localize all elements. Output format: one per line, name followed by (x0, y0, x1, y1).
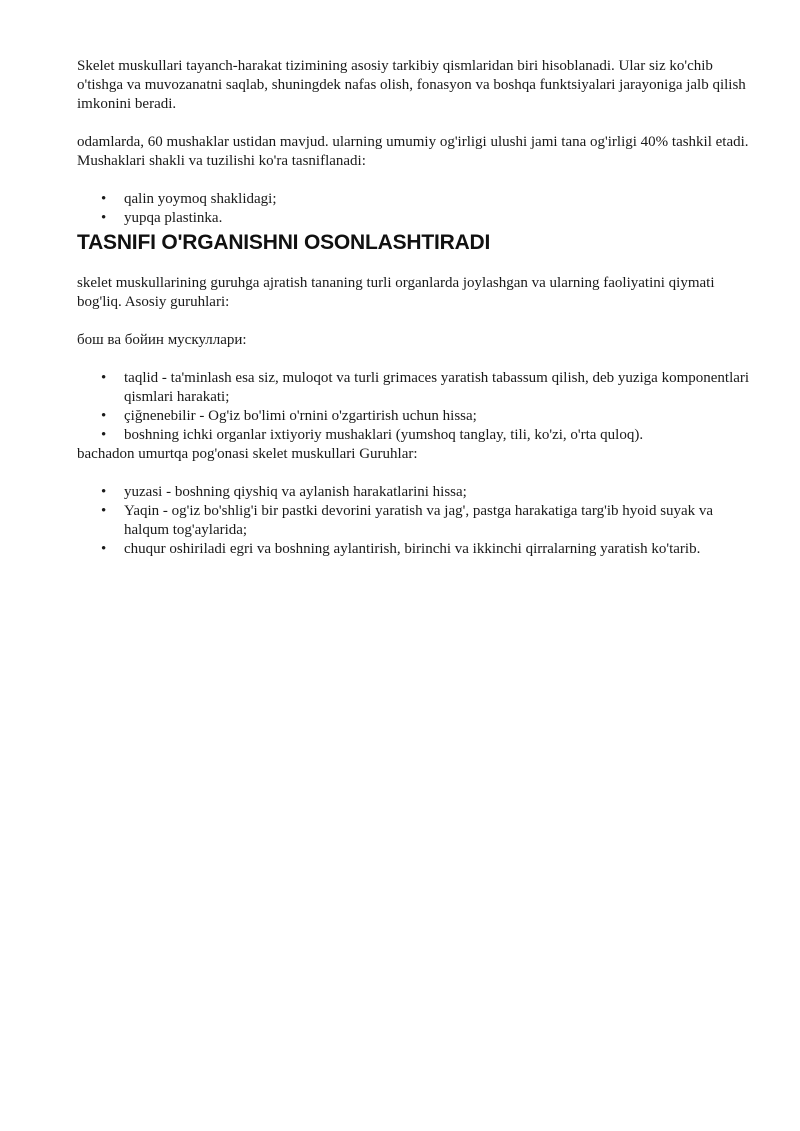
list-item-text: çiğnenebilir - Og'iz bo'limi o'rnini o'zgartirish uchun hissa; (124, 408, 477, 424)
list-item (77, 407, 757, 426)
bullet-icon: • (101, 484, 107, 500)
spine-muscles-label: bachadon umurtqa pog'onasi skelet muskullari Guruhlar: (77, 446, 418, 462)
intro-paragraph: Skelet muskullari tayanch-harakat tizimining asosiy tarkibiy qismlaridan biri hisoblanadi. Ular siz ko'chib o'tishga va muvozanatni saqlab, shuningdek nafas olish, fonasyon va boshqa funktsiyalari jarayoniga jalb qilish imkonini beradi. (77, 58, 746, 112)
list-item-text: taqlid - ta'minlash esa siz, muloqot va turli grimaces yaratish tabassum qilish, deb yuziga komponentlari qismlari harakati; (124, 370, 750, 405)
list-item (77, 426, 757, 445)
muscle-count-paragraph: odamlarda, 60 mushaklar ustidan mavjud. ularning umumiy og'irligi ulushi jami tana og'irligi 40% tashkil etadi. Mushaklari shakli va tuzilishi ko'ra tasniflanadi: (77, 134, 749, 169)
shape-list (77, 190, 757, 228)
bullet-icon: • (101, 210, 107, 226)
list-item-text: chuqur oshiriladi egri va boshning aylantirish, birinchi va ikkinchi qirralarning yaratish ko'tarib. (124, 541, 701, 557)
list-item-text: yuzasi - boshning qiyshiq va aylanish harakatlarini hissa; (124, 484, 467, 500)
groups-intro-paragraph: skelet muskullarining guruhga ajratish tananing turli organlarda joylashgan va ularning faoliyatini qiymati bog'liq. Asosiy guruhlari: (77, 275, 715, 310)
list-item-text: qalin yoymoq shaklidagi; (124, 191, 277, 207)
bullet-icon: • (101, 370, 107, 386)
bullet-icon: • (101, 541, 107, 557)
bullet-icon: • (101, 408, 107, 424)
head-muscles-list (77, 369, 757, 445)
list-item (77, 369, 757, 407)
list-item (77, 540, 757, 559)
list-item (77, 502, 757, 540)
list-item-text: Yaqin - og'iz bo'shlig'i bir pastki devorini yaratish va jag', pastga harakatiga targ'ib hyoid suyak va halqum tog'aylarida; (124, 503, 714, 538)
spine-muscles-list (77, 483, 757, 559)
bullet-icon: • (101, 503, 107, 519)
list-item (77, 209, 757, 228)
list-item-text: yupqa plastinka. (124, 210, 223, 226)
head-neck-label: бош ва бойин мускуллари: (77, 332, 247, 348)
section-heading: TASNIFI O'RGANISHNI OSONLASHTIRADI (77, 231, 491, 254)
bullet-icon: • (101, 191, 107, 207)
bullet-icon: • (101, 427, 107, 443)
list-item (77, 483, 757, 502)
list-item-text: boshning ichki organlar ixtiyoriy mushaklari (yumshoq tanglay, tili, ko'zi, o'rta quloq). (124, 427, 644, 443)
document-page (77, 57, 757, 559)
list-item (77, 190, 757, 209)
